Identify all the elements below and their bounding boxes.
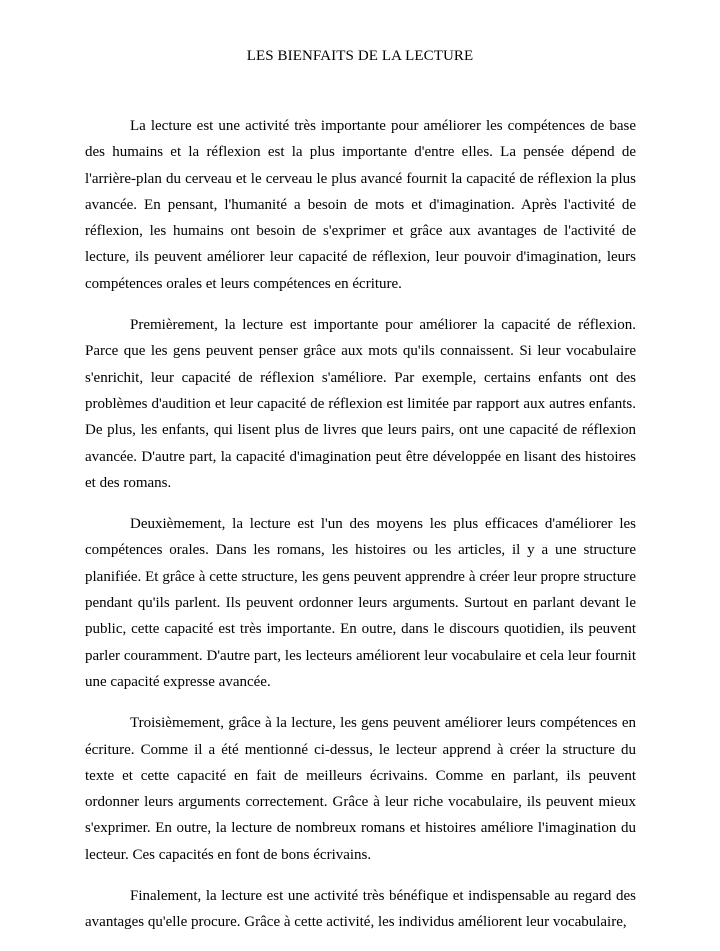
paragraph-oral-skills: Deuxièmement, la lecture est l'un des moyens les plus efficaces d'améliorer les compétences orales. Dans les romans, les histoires ou les articles, il y a une structure planifiée. Et grâce à cette structure, les gens peuvent apprendre à créer leur propre structure pendant qu'ils parlent. Ils peuvent ordonner leurs arguments. Surtout en parlant devant le public, cette capacité est très importante. En outre, dans le discours quotidien, ils peuvent parler couramment. D'autre part, les lecteurs améliorent leur vocabulaire et cela leur fournit une capacité expresse avancée. (85, 516, 636, 690)
paragraph-writing-skills: Troisièmement, grâce à la lecture, les gens peuvent améliorer leurs compétences en écriture. Comme il a été mentionné ci-dessus, le lecteur apprend à créer la structure du texte et cette capacité en fait de meilleurs écrivains. Comme en parlant, ils peuvent ordonner leurs arguments correctement. Grâce à leur riche vocabulaire, ils peuvent mieux s'exprimer. En outre, la lecture de nombreux romans et histoires améliore l'imagination du lecteur. Ces capacités en font de bons écrivains. (85, 715, 636, 863)
paragraph-reflection: Premièrement, la lecture est importante pour améliorer la capacité de réflexion. Parce que les gens peuvent penser grâce aux mots qu'ils connaissent. Si leur vocabulaire s'enrichit, leur capacité de réflexion s'améliore. Par exemple, certains enfants ont des problèmes d'audition et leur capacité de réflexion est limitée par rapport aux autres enfants. De plus, les enfants, qui lisent plus de livres que leurs pairs, ont une capacité de réflexion avancée. D'autre part, la capacité d'imagination peut être développée en lisant des histoires et des romans. (85, 317, 636, 491)
document-title: LES BIENFAITS DE LA LECTURE (246, 48, 474, 64)
paragraph-introduction: La lecture est une activité très importante pour améliorer les compétences de base des humains et la réflexion est la plus importante d'entre elles. La pensée dépend de l'arrière-plan du cerveau et le cerveau le plus avancé fournit la capacité de réflexion la plus avancée. En pensant, l'humanité a besoin de mots et d'imagination. Après l'activité de réflexion, les humains ont besoin de s'exprimer et grâce aux avantages de l'activité de lecture, ils peuvent améliorer leur capacité de réflexion, leur pouvoir d'imagination, leurs compétences orales et leurs compétences en écriture. (85, 118, 636, 292)
document-body (85, 113, 636, 951)
paragraph-conclusion: Finalement, la lecture est une activité très bénéfique et indispensable au regard des avantages qu'elle procure. Grâce à cette activité, les individus améliorent leur vocabulaire, (85, 888, 636, 931)
